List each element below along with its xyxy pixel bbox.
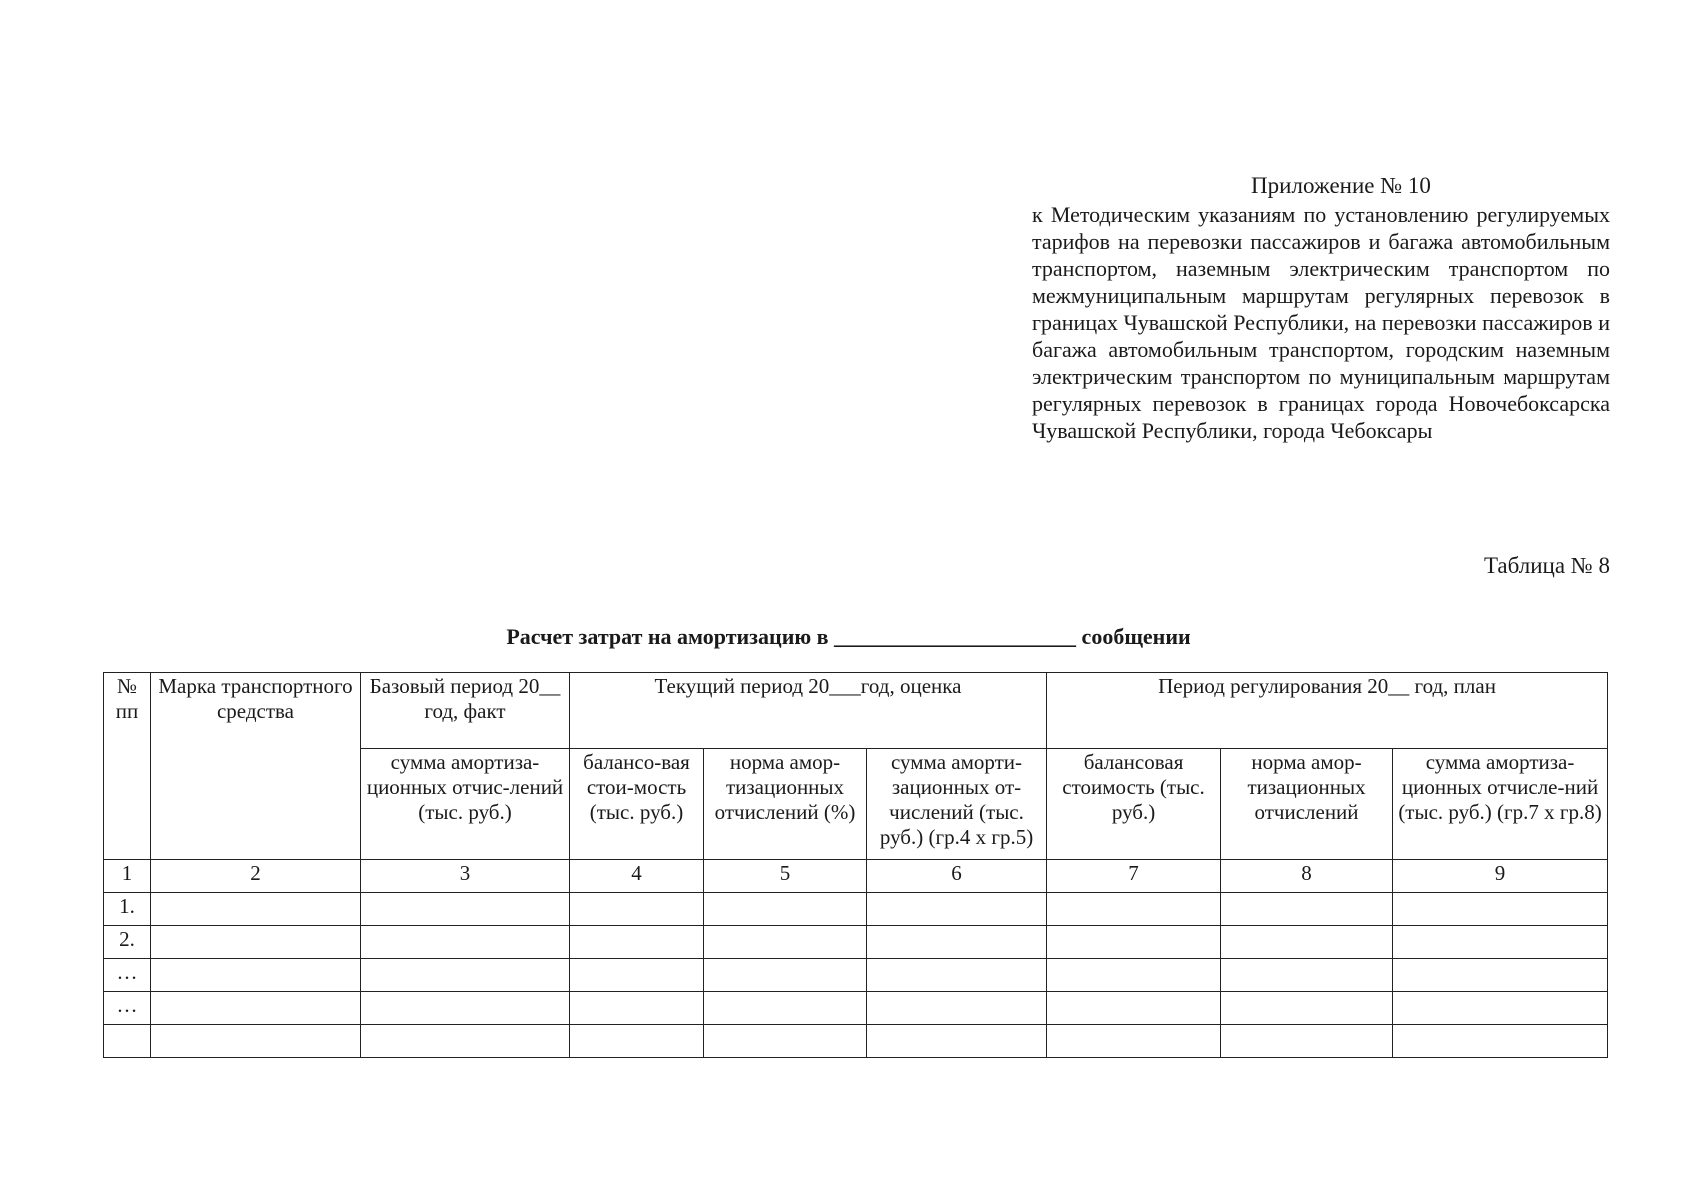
table-cell	[704, 893, 867, 926]
table-cell	[867, 992, 1047, 1025]
header-current-period: Текущий период 20___год, оценка	[570, 673, 1047, 749]
table-cell	[361, 1025, 570, 1058]
table-cell	[1047, 1025, 1221, 1058]
table-cell	[1393, 926, 1608, 959]
header-row-main	[104, 673, 1608, 749]
subheader-col8: норма амор-тизационных отчислений	[1221, 749, 1393, 860]
table-number: Таблица № 8	[1483, 553, 1610, 578]
column-number: 9	[1393, 860, 1608, 893]
table-cell	[867, 893, 1047, 926]
table-cell	[1393, 959, 1608, 992]
table-row	[104, 926, 1608, 959]
subheader-col5: норма амор-тизационных отчислений (%)	[704, 749, 867, 860]
column-number: 2	[151, 860, 361, 893]
table-cell	[151, 893, 361, 926]
table-cell	[361, 959, 570, 992]
table-cell	[151, 992, 361, 1025]
appendix-block	[1032, 172, 1610, 444]
table-row	[104, 1025, 1608, 1058]
table-cell	[1221, 1025, 1393, 1058]
table-row	[104, 959, 1608, 992]
table-cell	[1393, 992, 1608, 1025]
subheader-col9: сумма амортиза-ционных отчисле-ний (тыс. руб.) (гр.7 x гр.8)	[1393, 749, 1608, 860]
appendix-title: Приложение № 10	[1251, 173, 1431, 198]
row-number-cell: …	[104, 992, 151, 1025]
table-cell	[570, 926, 704, 959]
header-regulation-period: Период регулирования 20__ год, план	[1047, 673, 1608, 749]
table-cell	[1221, 926, 1393, 959]
table-row	[104, 992, 1608, 1025]
amortization-table	[103, 672, 1608, 1058]
row-number-cell	[104, 1025, 151, 1058]
table-cell	[704, 926, 867, 959]
table-cell	[151, 1025, 361, 1058]
table-cell	[867, 1025, 1047, 1058]
table-cell	[1221, 893, 1393, 926]
column-number: 5	[704, 860, 867, 893]
table-cell	[1393, 893, 1608, 926]
table-cell	[361, 893, 570, 926]
row-number-cell: 1.	[104, 893, 151, 926]
subheader-col3: сумма амортиза-ционных отчис-лений (тыс. руб.)	[361, 749, 570, 860]
column-number: 4	[570, 860, 704, 893]
column-number: 7	[1047, 860, 1221, 893]
table-cell	[151, 926, 361, 959]
header-brand: Марка транспортного средства	[151, 673, 361, 860]
table-cell	[570, 992, 704, 1025]
table-row	[104, 893, 1608, 926]
table-cell	[1047, 959, 1221, 992]
column-number: 1	[104, 860, 151, 893]
table-cell	[704, 1025, 867, 1058]
column-number: 6	[867, 860, 1047, 893]
table-cell	[1047, 893, 1221, 926]
table-cell	[704, 992, 867, 1025]
row-number-cell: 2.	[104, 926, 151, 959]
subheader-col7: балансовая стоимость (тыс. руб.)	[1047, 749, 1221, 860]
table-body	[104, 893, 1608, 1058]
table-cell	[1047, 926, 1221, 959]
table-cell	[1221, 959, 1393, 992]
table-cell	[704, 959, 867, 992]
subheader-col4: балансо-вая стои-мость (тыс. руб.)	[570, 749, 704, 860]
header-base-period: Базовый период 20__ год, факт	[361, 673, 570, 749]
table-cell	[867, 959, 1047, 992]
table-cell	[1047, 992, 1221, 1025]
document-title: Расчет затрат на амортизацию в ______________________ сообщении	[506, 624, 1191, 649]
table-cell	[361, 926, 570, 959]
appendix-text: к Методическим указаниям по установлению регулируемых тарифов на перевозки пассажиров и багажа автомобильным транспортом, наземным электрическим транспортом по межмуниципальным маршрутам регулярных перевозок в границах Чувашской Республики, на перевозки пассажиров и багажа автомобильным транспортом, городским наземным электрическим транспортом по муниципальным маршрутам регулярных перевозок в границах города Новочебоксарска Чувашской Республики, города Чебоксары	[1032, 202, 1610, 443]
header-num: № пп	[104, 673, 151, 860]
column-number: 8	[1221, 860, 1393, 893]
table-cell	[867, 926, 1047, 959]
table-cell	[1221, 992, 1393, 1025]
table-cell	[361, 992, 570, 1025]
table-cell	[570, 1025, 704, 1058]
table-cell	[570, 959, 704, 992]
table-cell	[1393, 1025, 1608, 1058]
row-number-cell: …	[104, 959, 151, 992]
table-cell	[570, 893, 704, 926]
subheader-col6: сумма аморти-зационных от-числений (тыс. руб.) (гр.4 x гр.5)	[867, 749, 1047, 860]
column-number-row	[104, 860, 1608, 893]
column-number: 3	[361, 860, 570, 893]
table-cell	[151, 959, 361, 992]
